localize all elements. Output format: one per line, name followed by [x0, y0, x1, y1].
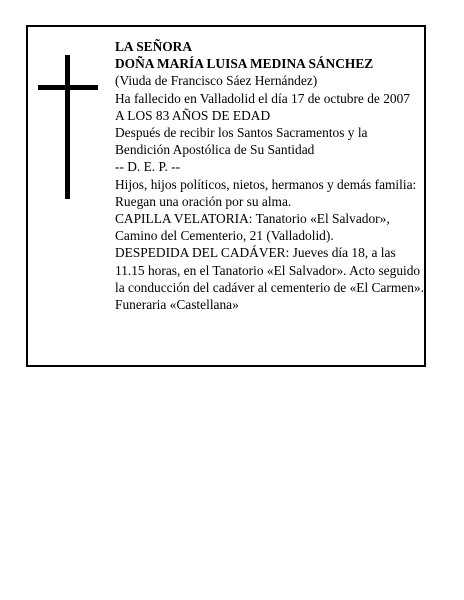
farewell-line-1: DESPEDIDA DEL CADÁVER: Jueves día 18, a las — [115, 245, 396, 261]
notice-text — [115, 38, 427, 313]
notice-heading: LA SEÑORA — [115, 39, 193, 54]
prayer-request: Ruegan una oración por su alma. — [115, 193, 292, 209]
farewell-line-2: 11.15 horas, en el Tanatorio «El Salvador». Acto seguido — [115, 262, 421, 278]
rip: -- D. E. P. -- — [115, 159, 181, 175]
wake-chapel-line-2: Camino del Cementerio, 21 (Valladolid). — [115, 228, 334, 244]
cross-vertical-bar — [65, 55, 70, 199]
funeral-home: Funeraria «Castellana» — [115, 297, 239, 313]
obituary-notice — [26, 25, 426, 367]
deceased-name: DOÑA MARÍA LUISA MEDINA SÁNCHEZ — [115, 56, 374, 72]
farewell-line-3: la conducción del cadáver al cementerio de «El Carmen». — [115, 279, 424, 295]
family-line: Hijos, hijos políticos, nietos, hermanos y demás familia: — [115, 176, 417, 192]
wake-chapel-line-1: CAPILLA VELATORIA: Tanatorio «El Salvador», — [115, 211, 390, 227]
death-date-place: Ha fallecido en Valladolid el día 17 de octubre de 2007 — [115, 90, 410, 106]
sacraments-line-2: Bendición Apostólica de Su Santidad — [115, 142, 315, 158]
widow-of: (Viuda de Francisco Sáez Hernández) — [115, 73, 318, 89]
cross-horizontal-bar — [38, 85, 98, 90]
age-at-death: A LOS 83 AÑOS DE EDAD — [115, 107, 271, 123]
cross-icon — [38, 55, 98, 199]
sacraments-line-1: Después de recibir los Santos Sacramentos y la — [115, 125, 368, 141]
